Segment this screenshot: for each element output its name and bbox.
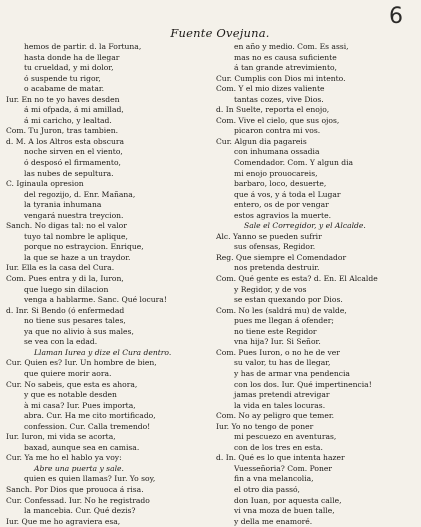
verse-line: ó suspende tu rigor,	[24, 73, 101, 83]
verse-line: Abre una puerta y sale.	[34, 463, 124, 473]
verse-line: la mancebia. Cur. Qué dezis?	[24, 506, 136, 516]
verse-line: ya que no alivio à sus males,	[24, 326, 134, 336]
verse-line: y Regidor, y de vos	[234, 284, 307, 294]
verse-line: y della me enamoré.	[234, 516, 313, 526]
verse-line: que luego sin dilacion	[24, 284, 109, 294]
verse-line: que á vos, y á toda el Lugar	[234, 189, 341, 199]
verse-line: confession. Cur. Calla tremendo!	[24, 421, 151, 431]
verse-line: Com. Qué gente es esta? d. En. El Alcalde	[216, 274, 378, 284]
verse-line: Cur. Quien es? Iur. Un hombre de bien,	[6, 358, 157, 368]
verse-line: mi enojo prouocareis,	[234, 168, 318, 178]
verse-line: y has de armar vna pendencia	[234, 368, 350, 378]
verse-line: tantas cozes, vive Dios.	[234, 94, 324, 104]
verse-line: se vea con la edad.	[24, 337, 98, 347]
verse-line: sus ofensas, Regidor.	[234, 242, 316, 252]
verse-line: d. In. Qué es lo que intenta hazer	[216, 453, 345, 463]
verse-line: á mi ofpada, á mi amillad,	[24, 105, 124, 115]
verse-line: mas no es causa suficiente	[234, 52, 337, 62]
left-column	[6, 42, 191, 527]
verse-line: tu crueldad, y mi dolor,	[24, 63, 114, 73]
verse-line: la que se haze a un traydor.	[24, 252, 131, 262]
verse-line: mi pescuezo en aventuras,	[234, 432, 337, 442]
verse-line: Iur. En no te yo haves desden	[6, 94, 120, 104]
verse-line: Com. Tu Juron, tras tambien.	[6, 126, 119, 136]
verse-line: Cur. Confessad. Iur. No he registrado	[6, 495, 150, 505]
verse-line: las nubes de sepultura.	[24, 168, 114, 178]
verse-line: fin a vna melancolia,	[234, 474, 314, 484]
verse-line: Sale el Corregidor, y el Alcalde.	[244, 221, 366, 231]
verse-line: en año y medio. Com. Es assi,	[234, 42, 349, 51]
verse-line: don Iuan, por aquesta calle,	[234, 495, 342, 505]
verse-line: Sanch. No digas tal: no el valor	[6, 221, 127, 231]
verse-line: picaron contra mi vos.	[234, 126, 321, 136]
verse-line: la tyrania inhumana	[24, 200, 102, 210]
verse-line: noche sirven en el viento,	[24, 147, 123, 157]
verse-line: Com. No les (saldrá mu) de valde,	[216, 305, 347, 315]
verse-line: Com. Pues entra y di la, Iuron,	[6, 274, 124, 284]
verse-line: Iur. Ella es la casa del Cura.	[6, 263, 115, 273]
verse-line: porque no estraycion. Enrique,	[24, 242, 144, 252]
verse-line: jamas pretendi atrevigar	[234, 390, 330, 400]
verse-line: d. Inr. Si Bendo (ó enfermedad	[6, 305, 125, 315]
verse-line: Cur. Cumplis con Dios mi intento.	[216, 73, 346, 83]
verse-line: á tan grande atrevimiento,	[234, 63, 337, 73]
verse-line: estos agravios la muerte.	[234, 210, 332, 220]
verse-line: su valor, tu has de llegar,	[234, 358, 331, 368]
verse-line: Comendador. Com. Y algun dia	[234, 158, 354, 168]
verse-line: Reg. Que siempre el Comendador	[216, 252, 347, 262]
verse-line: pues me llegan á ofender;	[234, 316, 334, 326]
verse-line: venga a hablarme. Sanc. Qué locura!	[24, 295, 167, 305]
verse-line: vengará nuestra treycion.	[24, 210, 124, 220]
verse-line: no tiene este Regidor	[234, 326, 317, 336]
verse-line: Iur. Yo no tengo de poner	[216, 421, 314, 431]
verse-line: Sanch. Por Dios que prouoca á risa.	[6, 484, 144, 494]
verse-line: vi vna moza de buen talle,	[234, 506, 335, 516]
verse-line: no tiene sus pesares tales,	[24, 316, 126, 326]
verse-line: Alc. Yanno se pueden sufrir	[216, 231, 322, 241]
verse-line: Cur. Algun dia pagareis	[216, 136, 307, 146]
verse-line: con inhumana ossadia	[234, 147, 320, 157]
verse-line: con de los tres en esta.	[234, 442, 323, 452]
verse-line: d. M. A los Altros esta obscura	[6, 136, 124, 146]
verse-line: nos pretenda destruir.	[234, 263, 320, 273]
verse-line: Com. No ay peligro que temer.	[216, 411, 335, 421]
verse-line: la vida en tales locuras.	[234, 400, 326, 410]
verse-line: hasta donde ha de llegar	[24, 52, 120, 62]
verse-line: Com. Pues Iuron, o no he de ver	[216, 347, 340, 357]
verse-line: tuyo tal nombre le aplique,	[24, 231, 128, 241]
page-number: 6	[389, 4, 403, 29]
verse-line: ó desposó el firmamento,	[24, 158, 121, 168]
verse-line: baxad, aunque sea en camisa.	[24, 442, 140, 452]
verse-line: vna hija? Iur. Si Señor.	[234, 337, 321, 347]
verse-line: d. In Suelte, reporta el enojo,	[216, 105, 330, 115]
verse-line: Llaman Iurea y dize el Cura dentro.	[34, 347, 172, 357]
verse-line: Cur. Ya me ho el hablo ya voy:	[6, 453, 122, 463]
verse-line: abra. Cur. Ha me cito mortificado,	[24, 411, 156, 421]
verse-line: Com. Vive el cielo, que sus ojos,	[216, 115, 340, 125]
verse-line: con los dos. Iur. Qué impertinencia!	[234, 379, 372, 389]
verse-line: Cur. No sabeis, que esta es ahora,	[6, 379, 138, 389]
verse-line: barbaro, loco, desuerte,	[234, 179, 327, 189]
verse-line: Iur. Iuron, mi vida se acorta,	[6, 432, 116, 442]
verse-line: o acabame de matar.	[24, 84, 105, 94]
verse-line: C. Iginaula opresion	[6, 179, 84, 189]
verse-line: Iur. Que me ho agraviera esa,	[6, 516, 121, 526]
verse-line: del regozijo, d. Enr. Mañana,	[24, 189, 136, 199]
verse-line: quien es quien llamas? Iur. Yo soy,	[24, 474, 156, 484]
verse-line: que quiere morir aora.	[24, 368, 112, 378]
verse-line: Vuesseñoria? Com. Poner	[234, 463, 333, 473]
right-column	[216, 42, 401, 527]
running-head: Fuente Ovejuna.	[170, 26, 270, 40]
verse-line: á mi caricho, y lealtad.	[24, 115, 112, 125]
verse-line: à mi casa? Iur. Pues importa,	[24, 400, 136, 410]
verse-line: y que es notable desden	[24, 390, 117, 400]
verse-line: hemos de partir. d. la Fortuna,	[24, 42, 142, 51]
verse-line: entero, os de por vengar	[234, 200, 329, 210]
verse-line: Com. Y el mio dizes valiente	[216, 84, 325, 94]
verse-line: el otro dia passó,	[234, 484, 300, 494]
verse-line: se estan quexando por Dios.	[234, 295, 343, 305]
